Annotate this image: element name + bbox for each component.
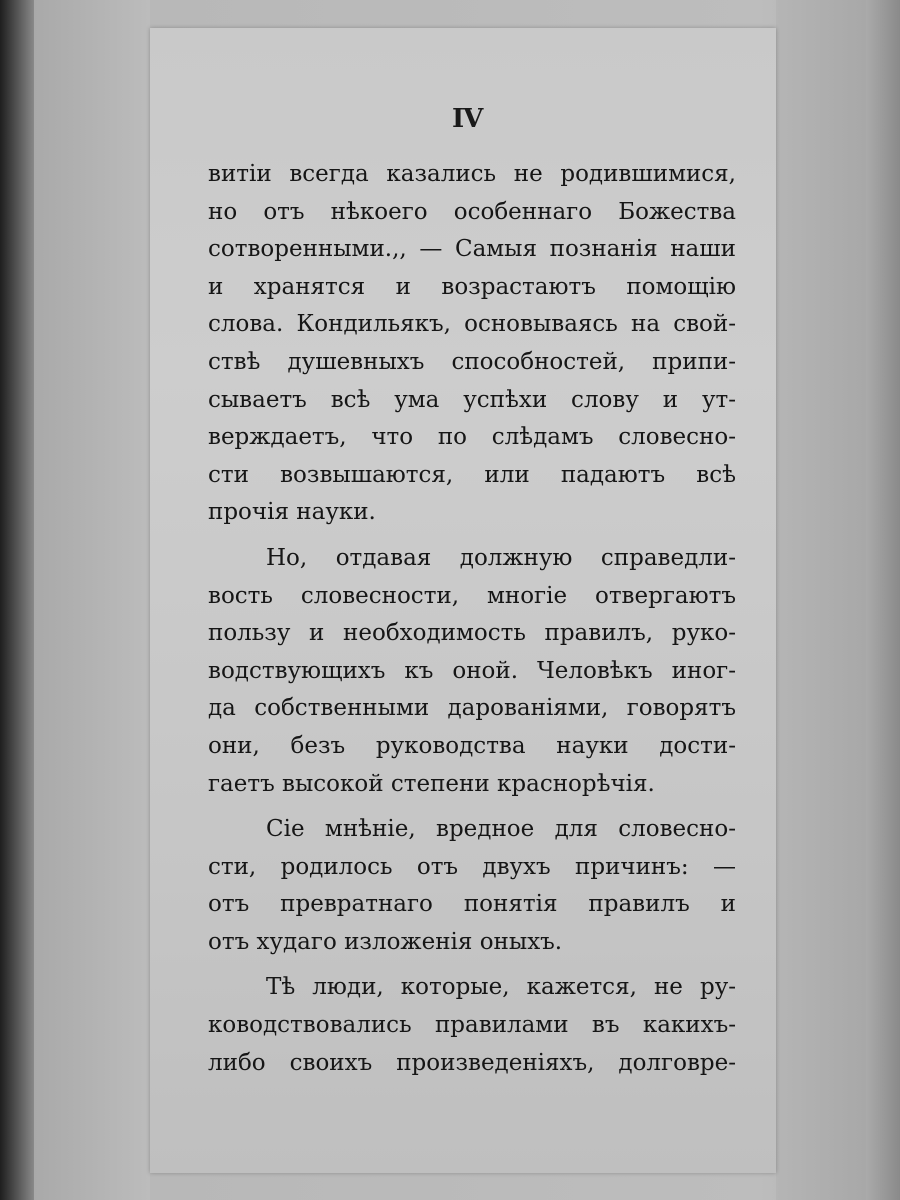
- paragraph-gap: [208, 532, 736, 540]
- text-line: они, безъ руководства науки дости-: [208, 732, 736, 759]
- text-line: прочія науки.: [208, 499, 376, 526]
- paragraph-gap: [208, 961, 736, 969]
- text-line: Сіе мнѣніе, вредное для словесно-: [266, 816, 736, 843]
- text-line: либо своихъ произведеніяхъ, долговре-: [208, 1049, 736, 1076]
- text-line: ствѣ душевныхъ способностей, припи-: [208, 348, 736, 375]
- text-line: Тѣ люди, которые, кажется, не ру-: [266, 974, 736, 1001]
- text-line: витіи всегда казались не родившимися,: [208, 161, 736, 187]
- text-line: водствующихъ къ оной. Человѣкъ иног-: [208, 657, 736, 684]
- text-line: верждаетъ, что по слѣдамъ словесно-: [208, 424, 736, 451]
- text-line: слова. Кондильякъ, основываясь на свой-: [208, 311, 736, 338]
- text-line: но отъ нѣкоего особеннаго Божества: [208, 198, 736, 225]
- scan-left-margin: [34, 0, 150, 1200]
- text-line: да собственными дарованіями, говорятъ: [208, 695, 736, 722]
- text-line: ководствовались правилами въ какихъ-: [208, 1012, 736, 1039]
- page-body-text: [208, 156, 736, 1082]
- text-line: отъ превратнаго понятія правилъ и: [208, 891, 736, 918]
- text-line: отъ худаго изложенія оныхъ.: [208, 928, 563, 955]
- text-line: и хранятся и возрастаютъ помощію: [208, 273, 736, 300]
- text-line: сти, родилось отъ двухъ причинъ: —: [208, 853, 736, 880]
- text-line: сти возвышаются, или падаютъ всѣ: [208, 461, 736, 488]
- text-line: пользу и необходимость правилъ, руко-: [208, 620, 736, 647]
- text-line: гаетъ высокой степени краснорѣчія.: [208, 770, 655, 797]
- paragraph-gap: [208, 803, 736, 811]
- text-line: сотворенными.,, — Самыя познанія наши: [208, 236, 736, 263]
- text-line: сываетъ всѣ ума успѣхи слову и ут-: [208, 386, 736, 413]
- page-number: IV: [452, 104, 483, 134]
- text-line: вость словесности, многіе отвергаютъ: [208, 582, 736, 609]
- scan-right-margin: [776, 0, 866, 1200]
- text-line: Но, отдавая должную справедли-: [266, 544, 736, 571]
